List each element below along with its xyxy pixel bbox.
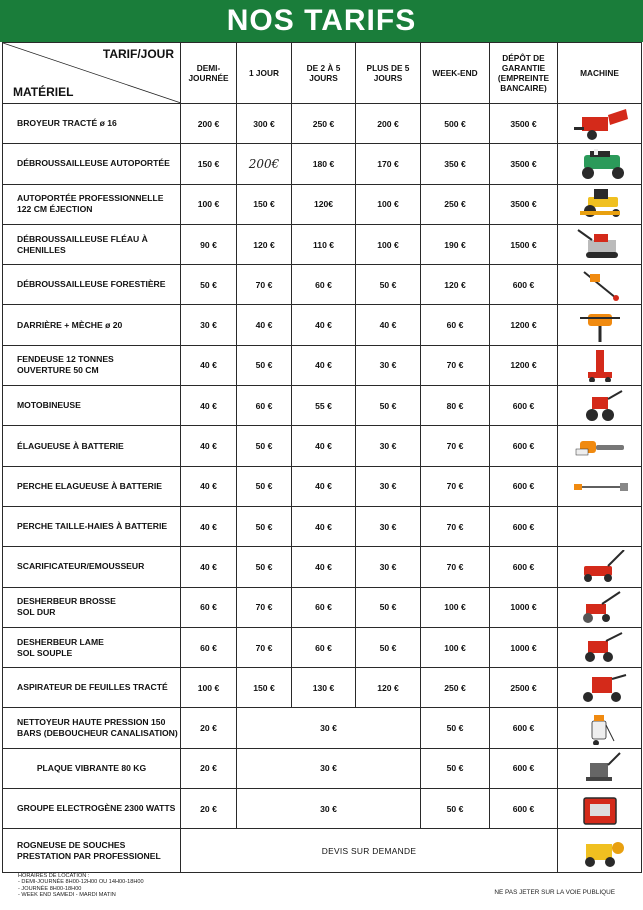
price-demi: 50 €: [181, 265, 237, 305]
machine-photo: [558, 144, 642, 184]
price-depot: 1000 €: [490, 627, 558, 667]
price-weekend: 120 €: [421, 265, 490, 305]
price-d2a5: 55 €: [292, 386, 356, 426]
price-table: [2, 42, 642, 873]
table-row: [3, 668, 642, 708]
table-row: [3, 829, 642, 873]
price-demi: 40 €: [181, 547, 237, 587]
header-label: MACHINE: [580, 68, 619, 78]
price-plus5: 170 €: [356, 144, 421, 184]
price-weekend: 350 €: [421, 144, 490, 184]
price-depot: 3500 €: [490, 144, 558, 184]
price-jour: 50 €: [237, 506, 292, 546]
price-jour: 50 €: [237, 466, 292, 506]
price-weekend: 70 €: [421, 547, 490, 587]
price-jour: 70 €: [237, 265, 292, 305]
header-label: PLUS DE 5 JOURS: [366, 63, 410, 83]
header-tarif-jour: TARIF/JOUR: [102, 47, 174, 61]
price-depot: 1000 €: [490, 587, 558, 627]
header-col-plus5: [356, 43, 421, 104]
machine-photo: [558, 829, 642, 873]
brush-weeder-icon: [572, 590, 628, 624]
equipment-name: SCARIFICATEUR/EMOUSSEUR: [3, 547, 181, 587]
price-demi: 20 €: [181, 708, 237, 748]
equipment-name: BROYEUR TRACTÉ ø 16: [3, 104, 181, 144]
equipment-name: FENDEUSE 12 TONNES OUVERTURE 50 CM: [3, 345, 181, 385]
price-demi: 100 €: [181, 668, 237, 708]
rental-hours: [18, 873, 144, 899]
equipment-name: DARRIÈRE + MÈCHE ø 20: [3, 305, 181, 345]
table-row: [3, 426, 642, 466]
price-jour: 150 €: [237, 184, 292, 224]
machine-photo: [558, 386, 642, 426]
machine-photo: [558, 627, 642, 667]
equipment-name: ÉLAGUEUSE À BATTERIE: [3, 426, 181, 466]
price-d2a5: 130 €: [292, 668, 356, 708]
header-col-depot: [490, 43, 558, 104]
machine-photo: [558, 265, 642, 305]
price-weekend: 60 €: [421, 305, 490, 345]
price-plus5: 120 €: [356, 668, 421, 708]
machine-photo: [558, 466, 642, 506]
price-d2a5: 180 €: [292, 144, 356, 184]
brushcutter-icon: [572, 268, 628, 302]
price-plus5: 50 €: [356, 386, 421, 426]
price-d2a5: 250 €: [292, 104, 356, 144]
generator-icon: [572, 792, 628, 826]
price-weekend: 50 €: [421, 708, 490, 748]
header-label: DE 2 À 5 JOURS: [306, 63, 341, 83]
scarifier-icon: [572, 550, 628, 584]
machine-photo: [558, 587, 642, 627]
header-corner: [3, 43, 181, 104]
price-d2a5: 40 €: [292, 305, 356, 345]
tiller-icon: [572, 389, 628, 423]
machine-photo: [558, 506, 642, 546]
price-demi: 40 €: [181, 506, 237, 546]
price-plus5: 30 €: [356, 547, 421, 587]
price-weekend: 100 €: [421, 587, 490, 627]
price-d2a5: 40 €: [292, 345, 356, 385]
table-row: [3, 587, 642, 627]
price-demi: 20 €: [181, 748, 237, 788]
equipment-name: DÉBROUSSAILLEUSE AUTOPORTÉE: [3, 144, 181, 184]
price-demi: 100 €: [181, 184, 237, 224]
table-row: [3, 506, 642, 546]
table-row: [3, 224, 642, 264]
price-plus5: 50 €: [356, 587, 421, 627]
table-row: [3, 708, 642, 748]
machine-photo: [558, 748, 642, 788]
header-col-machine: [558, 43, 642, 104]
equipment-name: PERCHE ELAGUEUSE À BATTERIE: [3, 466, 181, 506]
price-plus5: 100 €: [356, 224, 421, 264]
price-weekend: 50 €: [421, 789, 490, 829]
header-col-weekend: [421, 43, 490, 104]
price-depot: 3500 €: [490, 184, 558, 224]
table-row: [3, 466, 642, 506]
machine-photo: [558, 345, 642, 385]
header-label: DÉPÔT DE GARANTIE (EMPREINTE BANCAIRE): [497, 53, 550, 93]
quote-on-request: DEVIS SUR DEMANDE: [181, 829, 558, 873]
price-depot: 1200 €: [490, 345, 558, 385]
log-splitter-icon: [572, 348, 628, 382]
rental-hours-line: - DEMI-JOURNÉE 8H00-12H00 OU 14H00-18H00: [18, 879, 144, 886]
price-d2a5: 40 €: [292, 506, 356, 546]
equipment-name: ASPIRATEUR DE FEUILLES TRACTÉ: [3, 668, 181, 708]
header-col-2a5: [292, 43, 356, 104]
price-plus5: 50 €: [356, 627, 421, 667]
price-d2a5: 110 €: [292, 224, 356, 264]
leaf-vacuum-icon: [572, 671, 628, 705]
price-demi: 20 €: [181, 789, 237, 829]
pole-saw-icon: [572, 469, 628, 503]
price-jour: 50 €: [237, 426, 292, 466]
machine-photo: [558, 547, 642, 587]
machine-photo: [558, 426, 642, 466]
price-depot: 2500 €: [490, 668, 558, 708]
flail-mower-icon: [572, 228, 628, 262]
price-d2a5: 60 €: [292, 627, 356, 667]
price-depot: 1500 €: [490, 224, 558, 264]
equipment-name: ROGNEUSE DE SOUCHES PRESTATION PAR PROFESSIONEL: [3, 829, 181, 873]
price-plus5: 100 €: [356, 184, 421, 224]
table-row: [3, 265, 642, 305]
equipment-name: DESHERBEUR LAME SOL SOUPLE: [3, 627, 181, 667]
price-weekend: 250 €: [421, 668, 490, 708]
machine-photo: [558, 104, 642, 144]
machine-photo: [558, 668, 642, 708]
header-col-demi: [181, 43, 237, 104]
table-row: [3, 748, 642, 788]
price-depot: 600 €: [490, 789, 558, 829]
rental-hours-line: HORAIRES DE LOCATION :: [18, 873, 90, 879]
price-plus5: 30 €: [356, 345, 421, 385]
price-weekend: 80 €: [421, 386, 490, 426]
price-weekend: 70 €: [421, 426, 490, 466]
price-1-to-5-days: 30 €: [237, 748, 421, 788]
price-plus5: 200 €: [356, 104, 421, 144]
price-d2a5: 60 €: [292, 587, 356, 627]
price-depot: 600 €: [490, 265, 558, 305]
auger-icon: [572, 308, 628, 342]
price-plus5: 30 €: [356, 466, 421, 506]
pressure-washer-icon: [572, 711, 628, 745]
page-title: NOS TARIFS: [0, 0, 643, 42]
stump-grinder-icon: [572, 834, 628, 868]
price-depot: 600 €: [490, 748, 558, 788]
machine-photo: [558, 184, 642, 224]
price-d2a5: 60 €: [292, 265, 356, 305]
price-weekend: 190 €: [421, 224, 490, 264]
price-d2a5: 40 €: [292, 547, 356, 587]
table-row: [3, 345, 642, 385]
price-weekend: 500 €: [421, 104, 490, 144]
table-row: [3, 144, 642, 184]
price-demi: 30 €: [181, 305, 237, 345]
price-jour: 300 €: [237, 104, 292, 144]
price-depot: 3500 €: [490, 104, 558, 144]
price-d2a5: 40 €: [292, 466, 356, 506]
equipment-name: DÉBROUSSAILLEUSE FORESTIÈRE: [3, 265, 181, 305]
rental-hours-line: - WEEK END SAMEDI - MARDI MATIN: [18, 892, 116, 899]
price-jour: 70 €: [237, 587, 292, 627]
price-demi: 150 €: [181, 144, 237, 184]
machine-photo: [558, 708, 642, 748]
price-demi: 40 €: [181, 345, 237, 385]
price-jour: 40 €: [237, 305, 292, 345]
price-depot: 600 €: [490, 466, 558, 506]
equipment-name: PLAQUE VIBRANTE 80 KG: [3, 748, 181, 788]
price-depot: 600 €: [490, 708, 558, 748]
table-row: [3, 789, 642, 829]
machine-photo: [558, 789, 642, 829]
price-depot: 600 €: [490, 506, 558, 546]
price-plus5: 50 €: [356, 265, 421, 305]
price-demi: 60 €: [181, 627, 237, 667]
equipment-name: NETTOYEUR HAUTE PRESSION 150 BARS (DEBOUCHEUR CANALISATION): [3, 708, 181, 748]
price-demi: 40 €: [181, 426, 237, 466]
equipment-name: GROUPE ELECTROGÈNE 2300 WATTS: [3, 789, 181, 829]
table-row: [3, 627, 642, 667]
header-label: WEEK-END: [432, 68, 478, 78]
price-1-to-5-days: 30 €: [237, 789, 421, 829]
disposal-notice: NE PAS JETER SUR LA VOIE PUBLIQUE: [494, 889, 615, 896]
price-depot: 600 €: [490, 386, 558, 426]
price-demi: 200 €: [181, 104, 237, 144]
equipment-name: DESHERBEUR BROSSE SOL DUR: [3, 587, 181, 627]
chainsaw-icon: [572, 429, 628, 463]
header-col-jour: [237, 43, 292, 104]
table-row: [3, 547, 642, 587]
table-row: [3, 305, 642, 345]
machine-photo: [558, 305, 642, 345]
price-jour: 150 €: [237, 668, 292, 708]
price-demi: 90 €: [181, 224, 237, 264]
price-depot: 1200 €: [490, 305, 558, 345]
price-demi: 40 €: [181, 466, 237, 506]
price-demi: 60 €: [181, 587, 237, 627]
header-materiel: MATÉRIEL: [13, 85, 74, 99]
price-1-to-5-days: 30 €: [237, 708, 421, 748]
header-label: 1 JOUR: [249, 68, 279, 78]
equipment-name: PERCHE TAILLE-HAIES À BATTERIE: [3, 506, 181, 546]
wood-chipper-icon: [572, 107, 628, 141]
price-jour: 50 €: [237, 547, 292, 587]
table-row: [3, 104, 642, 144]
price-demi: 40 €: [181, 386, 237, 426]
price-weekend: 250 €: [421, 184, 490, 224]
table-row: [3, 184, 642, 224]
price-weekend: 50 €: [421, 748, 490, 788]
price-jour: 50 €: [237, 345, 292, 385]
plate-compactor-icon: [572, 751, 628, 785]
price-depot: 600 €: [490, 426, 558, 466]
price-weekend: 70 €: [421, 345, 490, 385]
price-plus5: 30 €: [356, 426, 421, 466]
price-weekend: 70 €: [421, 466, 490, 506]
price-jour: 120 €: [237, 224, 292, 264]
ride-on-mower-icon: [572, 187, 628, 221]
price-depot: 600 €: [490, 547, 558, 587]
blade-weeder-icon: [572, 631, 628, 665]
price-jour: 60 €: [237, 386, 292, 426]
header-label: DEMI- JOURNÉE: [188, 63, 229, 83]
price-d2a5: 40 €: [292, 426, 356, 466]
equipment-name: DÉBROUSSAILLEUSE FLÉAU À CHENILLES: [3, 224, 181, 264]
equipment-name: MOTOBINEUSE: [3, 386, 181, 426]
ride-on-brushcutter-icon: [572, 147, 628, 181]
equipment-name: AUTOPORTÉE PROFESSIONNELLE 122 CM ÉJECTION: [3, 184, 181, 224]
price-d2a5: 120€: [292, 184, 356, 224]
price-plus5: 40 €: [356, 305, 421, 345]
price-jour: 200€: [237, 144, 292, 184]
price-weekend: 100 €: [421, 627, 490, 667]
header-row: [3, 43, 642, 104]
machine-photo: [558, 224, 642, 264]
table-row: [3, 386, 642, 426]
price-weekend: 70 €: [421, 506, 490, 546]
rental-hours-line: - JOURNÉE 8H00-18H00: [18, 885, 82, 892]
price-jour: 70 €: [237, 627, 292, 667]
price-plus5: 30 €: [356, 506, 421, 546]
